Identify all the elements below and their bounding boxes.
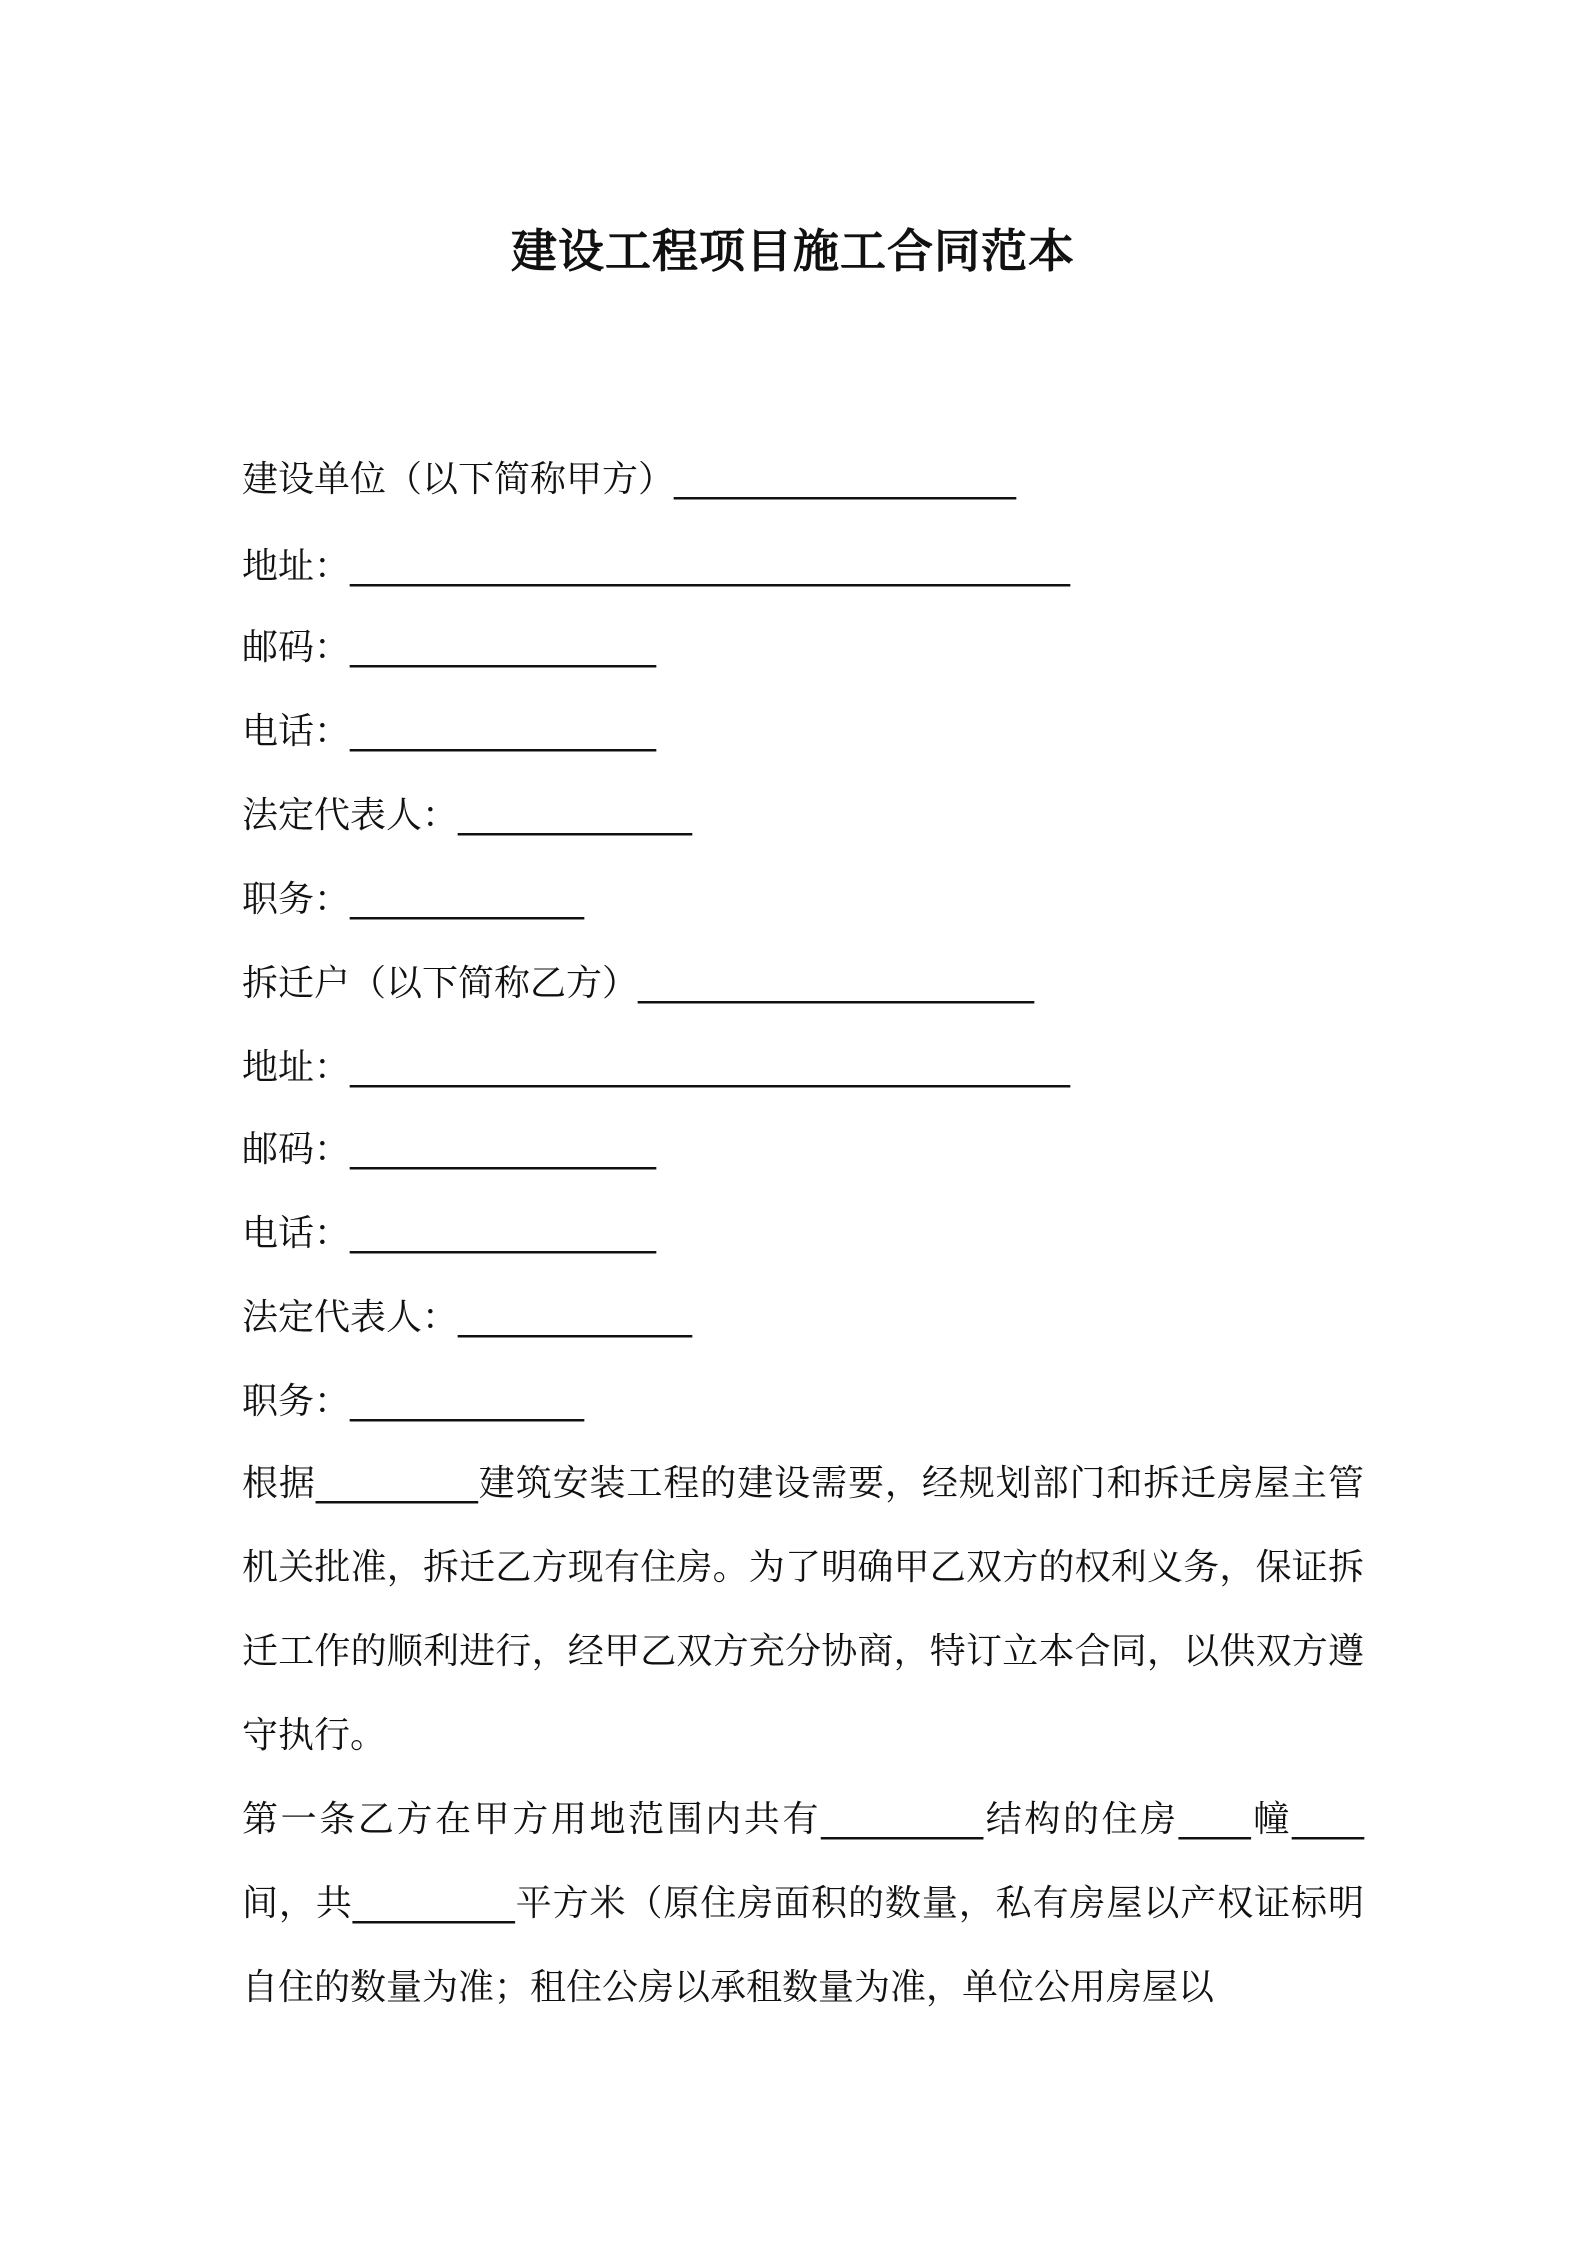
- party-b-unit: 拆迁户（以下简称乙方）______________________: [242, 963, 1035, 1004]
- party-a-unit: 建设单位（以下简称甲方）___________________: [242, 459, 1017, 500]
- party-b-legal-rep: 法定代表人：_____________: [242, 1297, 693, 1338]
- preamble-paragraph: 根据_________建筑安装工程的建设需要，经规划部门和拆迁房屋主管机关批准，拆迁乙方现有住房。为了明确甲乙双方的权利义务，保证拆迁工作的顺利进行，经甲乙双方充分协商，特订立本合同，以供双方遵守执行。: [242, 1463, 1364, 1756]
- party-b-postcode: 邮码：_________________: [242, 1129, 657, 1170]
- party-b-address: 地址：________________________________________: [242, 1047, 1071, 1088]
- party-a-address: 地址：________________________________________: [242, 546, 1071, 587]
- party-a-legal-rep: 法定代表人：_____________: [242, 795, 693, 836]
- document-title: 建设工程项目施工合同范本: [511, 224, 1075, 278]
- party-b-phone: 电话：_________________: [242, 1213, 657, 1254]
- party-a-phone: 电话：_________________: [242, 711, 657, 752]
- party-a-postcode: 邮码：_________________: [242, 627, 657, 668]
- article-1-paragraph: 第一条乙方在甲方用地范围内共有_________结构的住房____幢____间，共_________平方米（原住房面积的数量，私有房屋以产权证标明自住的数量为准；租住公房以承租数量为准，单位公用房屋以: [242, 1799, 1364, 2008]
- party-a-position: 职务：_____________: [242, 879, 585, 920]
- party-b-position: 职务：_____________: [242, 1381, 585, 1422]
